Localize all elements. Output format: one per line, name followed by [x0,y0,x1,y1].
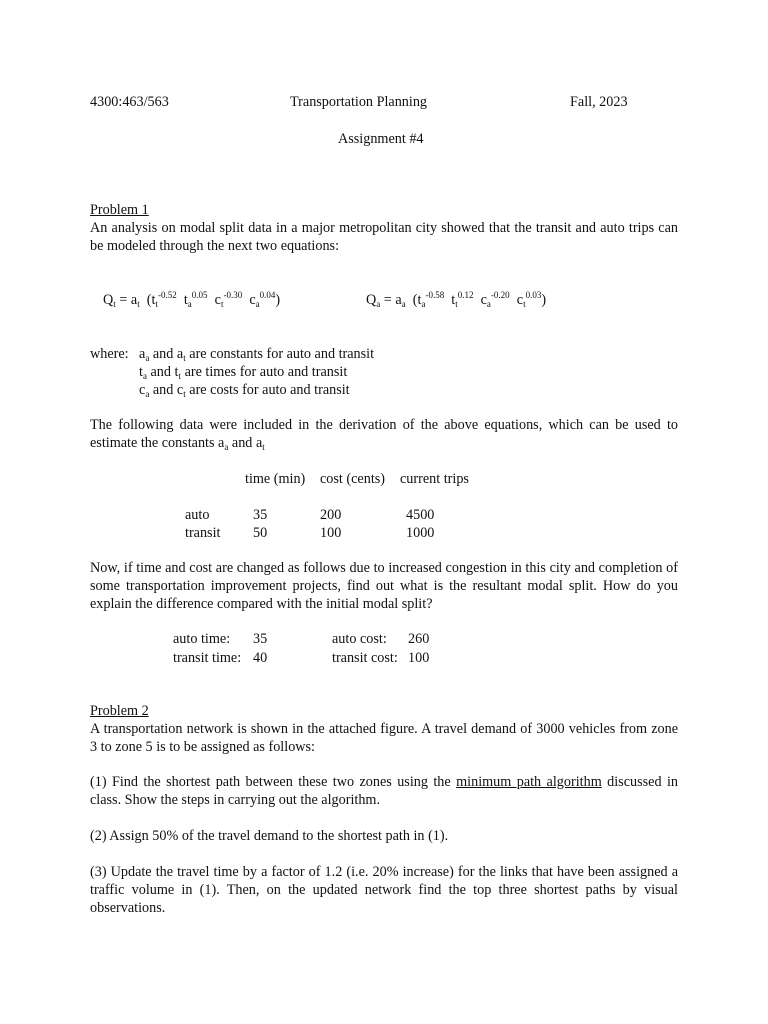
where-label: where: [90,346,129,362]
change-cost-value: 260 [408,631,430,647]
change-time-label: auto time: [173,631,231,647]
table-row-cost: 200 [320,507,342,523]
course-title: Transportation Planning [290,94,428,110]
where-line: $c_a$ and $c_t$ are costs for auto and transit [139,382,350,399]
where-line: $t_a$ and $t_t$ are times for auto and transit [139,364,348,381]
table-row-time: 35 [253,507,268,523]
problem2-heading: Problem 2 [90,703,149,719]
problem2-intro: A transportation network is shown in the attached figure. A travel demand of 3000 vehicles from zone 3 to zone 5 is to be assigned as follows: [90,721,678,755]
table-row-mode: auto [185,507,210,523]
change-time-value: 40 [253,650,268,666]
problem1-intro: An analysis on modal split data in a major metropolitan city showed that the transit and auto trips can be modeled through the next two equations: [90,220,678,254]
table-row-time: 50 [253,525,268,541]
where-line: $a_a$ and $a_t$ are constants for auto and transit [139,346,375,363]
change-cost-label: auto cost: [332,631,387,647]
table-row-trips: 4500 [406,507,435,523]
table-row-cost: 100 [320,525,342,541]
change-time-value: 35 [253,631,268,647]
problem2-step3: (3) Update the travel time by a factor of 1.2 (i.e. 20% increase) for the links that have been assigned a traffic volume in (1). Then, on the updated network find the top three shortest paths by visual observations. [90,864,678,916]
change-paragraph: Now, if time and cost are changed as follows due to increased congestion in this city and completion of some transportation improvement projects, find out what is the resultant modal split. How do you explain the difference compared with the initial modal split? [90,560,678,612]
data-intro-line1: The following data were included in the derivation of the above equations, which can be used to [90,417,678,433]
problem2-step2: (2) Assign 50% of the travel demand to the shortest path in (1). [90,828,449,844]
term: Fall, 2023 [570,94,628,110]
data-intro-line2: estimate the constants $a_a$ and $a_t$ [90,435,265,452]
table-row-trips: 1000 [406,525,435,541]
problem1-heading: Problem 1 [90,202,149,218]
table-header-time: time (min) [245,471,306,487]
table-row-mode: transit [185,525,221,541]
minimum-path-algorithm-link: minimum path algorithm [456,774,602,790]
equation-transit: $Q_t = a_t$ ($t_t^{-0.52}$ $t_a^{0.05}$ $c_t^{-0.30}$ $c_a^{0.04}$) [103,290,281,309]
change-cost-value: 100 [408,650,430,666]
table-header-trips: current trips [400,471,469,487]
problem2-step1: (1) Find the shortest path between these two zones using the minimum path algorithm discussed in class. Show the steps in carrying out the algorithm. [90,774,678,808]
equation-auto: $Q_a = a_a$ ($t_a^{-0.58}$ $t_t^{0.12}$ $c_a^{-0.20}$ $c_t^{0.03}$) [366,290,547,309]
change-cost-label: transit cost: [332,650,398,666]
course-number: 4300:463/563 [90,94,169,110]
table-header-cost: cost (cents) [320,471,386,487]
assignment-title: Assignment #4 [338,131,424,147]
change-time-label: transit time: [173,650,242,666]
